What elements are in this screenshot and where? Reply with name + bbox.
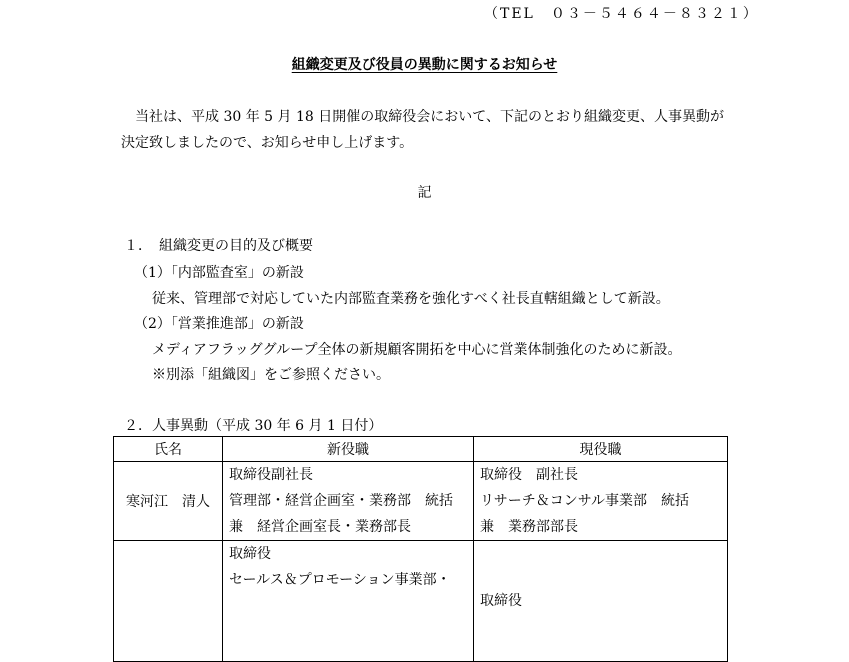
section1-item2-title: （2）「営業推進部」の新設 xyxy=(134,316,304,332)
new-role-line: 取締役副社長 xyxy=(229,467,313,483)
header-current-role: 現役職 xyxy=(474,437,728,462)
section1-heading: １． 組織変更の目的及び概要 xyxy=(124,238,313,254)
ki-label: 記 xyxy=(417,185,432,201)
person-name: 寒河江 清人 xyxy=(114,462,223,541)
current-role-cell xyxy=(474,462,728,541)
new-role-line: 取締役 xyxy=(229,546,271,562)
new-role-line: 管理部・経営企画室・業務部 統括 xyxy=(229,493,453,509)
new-role-line: 兼 経営企画室長・業務部長 xyxy=(229,519,411,535)
section1-item2-body: メディアフラッググループ全体の新規顧客開拓を中心に営業体制強化のために新設。 xyxy=(152,342,682,358)
table-row xyxy=(114,462,728,541)
intro-paragraph: 当社は、平成 30 年 5 月 18 日開催の取締役会において、下記のとおり組織変更、人事異動が決定致しましたので、お知らせ申し上げます。 xyxy=(121,109,724,151)
current-role-line: 取締役 副社長 xyxy=(480,467,578,483)
new-role-cell xyxy=(223,462,474,541)
current-role-cell xyxy=(474,541,728,662)
personnel-table xyxy=(113,436,728,662)
current-role-line: リサーチ＆コンサル事業部 統括 xyxy=(480,493,690,509)
tel-number: （TEL ０３－５４６４－８３２１） xyxy=(484,6,759,22)
table-header-row xyxy=(114,437,728,462)
new-role-cell xyxy=(223,541,474,662)
new-role-line: セールス＆プロモーション事業部・ xyxy=(229,572,451,588)
document-title-wrap xyxy=(0,54,849,74)
header-name: 氏名 xyxy=(114,437,223,462)
person-name xyxy=(114,541,223,662)
section1-item1-title: （1）「内部監査室」の新設 xyxy=(134,265,304,281)
section1-note: ※別添「組織図」をご参照ください。 xyxy=(152,367,390,383)
section1-item1-body: 従来、管理部で対応していた内部監査業務を強化すべく社長直轄組織として新設。 xyxy=(152,291,670,307)
section2-heading: ２．人事異動（平成 30 年 6 月 1 日付） xyxy=(124,418,383,434)
table-row xyxy=(114,541,728,662)
document-title: 組織変更及び役員の異動に関するお知らせ xyxy=(291,57,558,73)
current-role-line: 取締役 xyxy=(480,593,522,609)
header-new-role: 新役職 xyxy=(223,437,474,462)
current-role-line: 兼 業務部部長 xyxy=(480,519,578,535)
